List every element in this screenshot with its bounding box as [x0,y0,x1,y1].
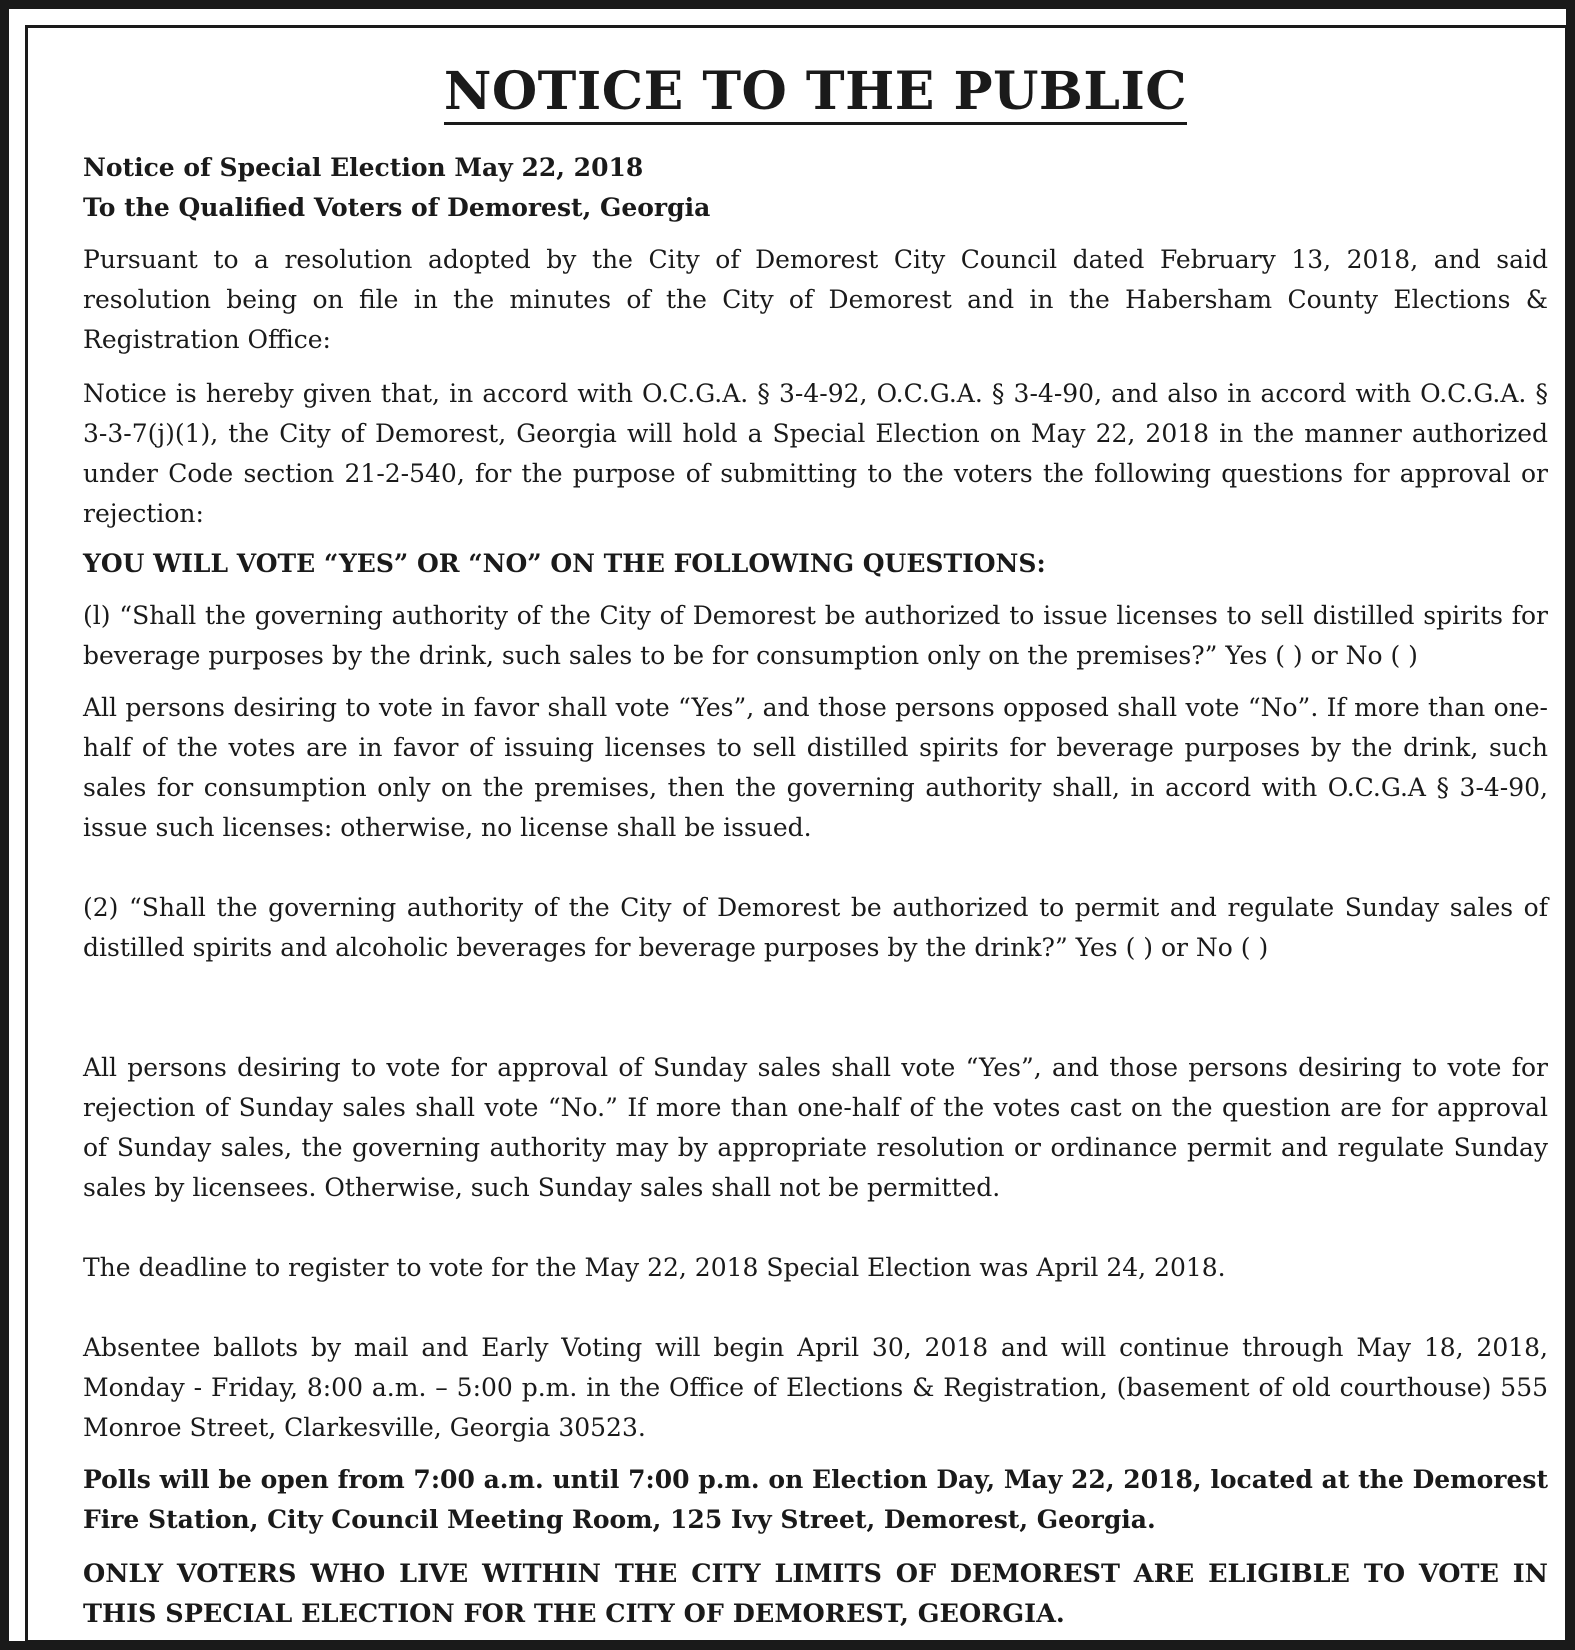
question-2-paragraph: (2) “Shall the governing authority of the City of Demorest be authorized to permit and regulate Sunday sales of distilled spirits and alcoholic beverages for beverage purposes by the drink?” Yes ( ) or No ( ) [83,893,1548,962]
election-subheading: Notice of Special Election May 22, 2018 [83,153,644,182]
notice-content [83,58,1548,1634]
deadline-paragraph: The deadline to register to vote for the May 22, 2018 Special Election was April 24, 2018. [83,1253,1226,1282]
question-2-explanation: All persons desiring to vote for approval of Sunday sales shall vote “Yes”, and those persons desiring to vote for rejection of Sunday sales shall vote “No.” If more than one-half of the votes cast on the question are for approval of Sunday sales, the governing authority may by appropriate resolution or ordinance permit and regulate Sunday sales by licensees. Otherwise, such Sunday sales shall not be permitted. [83,1053,1548,1202]
absentee-paragraph: Absentee ballots by mail and Early Voting will begin April 30, 2018 and will continue through May 18, 2018, Monday - Friday, 8:00 a.m. – 5:00 p.m. in the Office of Elections & Registration, (basement of old courthouse) 555 Monroe Street, Clarkesville, Georgia 30523. [83,1333,1548,1442]
notice-box [25,25,1568,1643]
notice-title [83,58,1548,126]
question-1-paragraph: (l) “Shall the governing authority of the City of Demorest be authorized to issue licenses to sell distilled spirits for beverage purposes by the drink, such sales to be for consumption only on the premises?” Yes ( ) or No ( ) [83,601,1548,670]
voters-subheading: To the Qualified Voters of Demorest, Georgia [83,193,711,222]
notice-paragraph: Notice is hereby given that, in accord with O.C.G.A. § 3-4-92, O.C.G.A. § 3-4-90, and also in accord with O.C.G.A. § 3-3-7(j)(1), the City of Demorest, Georgia will hold a Special Election on May 22, 2018 in the manner authorized under Code section 21-2-540, for the purpose of submitting to the voters the following questions for approval or rejection: [83,379,1548,528]
page-frame-inner [9,9,1566,1641]
notice-title-text: NOTICE TO THE PUBLIC [444,61,1187,125]
resolution-paragraph: Pursuant to a resolution adopted by the City of Demorest City Council dated February 13, 2018, and said resolution being on file in the minutes of the City of Demorest and in the Habersham County Elections & Registration Office: [83,245,1548,354]
question-1-explanation: All persons desiring to vote in favor shall vote “Yes”, and those persons opposed shall vote “No”. If more than one-half of the votes are in favor of issuing licenses to sell distilled spirits for beverage purposes by the drink, such sales for consumption only on the premises, then the governing authority shall, in accord with O.C.G.A § 3-4-90, issue such licenses: otherwise, no license shall be issued. [83,693,1548,842]
questions-heading: YOU WILL VOTE “YES” OR “NO” ON THE FOLLOWING QUESTIONS: [83,549,1046,578]
polls-paragraph: Polls will be open from 7:00 a.m. until 7:00 p.m. on Election Day, May 22, 2018, located at the Demorest Fire Station, City Council Meeting Room, 125 Ivy Street, Demorest, Georgia. [83,1465,1548,1534]
eligibility-paragraph: ONLY VOTERS WHO LIVE WITHIN THE CITY LIMITS OF DEMOREST ARE ELIGIBLE TO VOTE IN THIS SPECIAL ELECTION FOR THE CITY OF DEMOREST, GEORGIA. [83,1559,1548,1629]
